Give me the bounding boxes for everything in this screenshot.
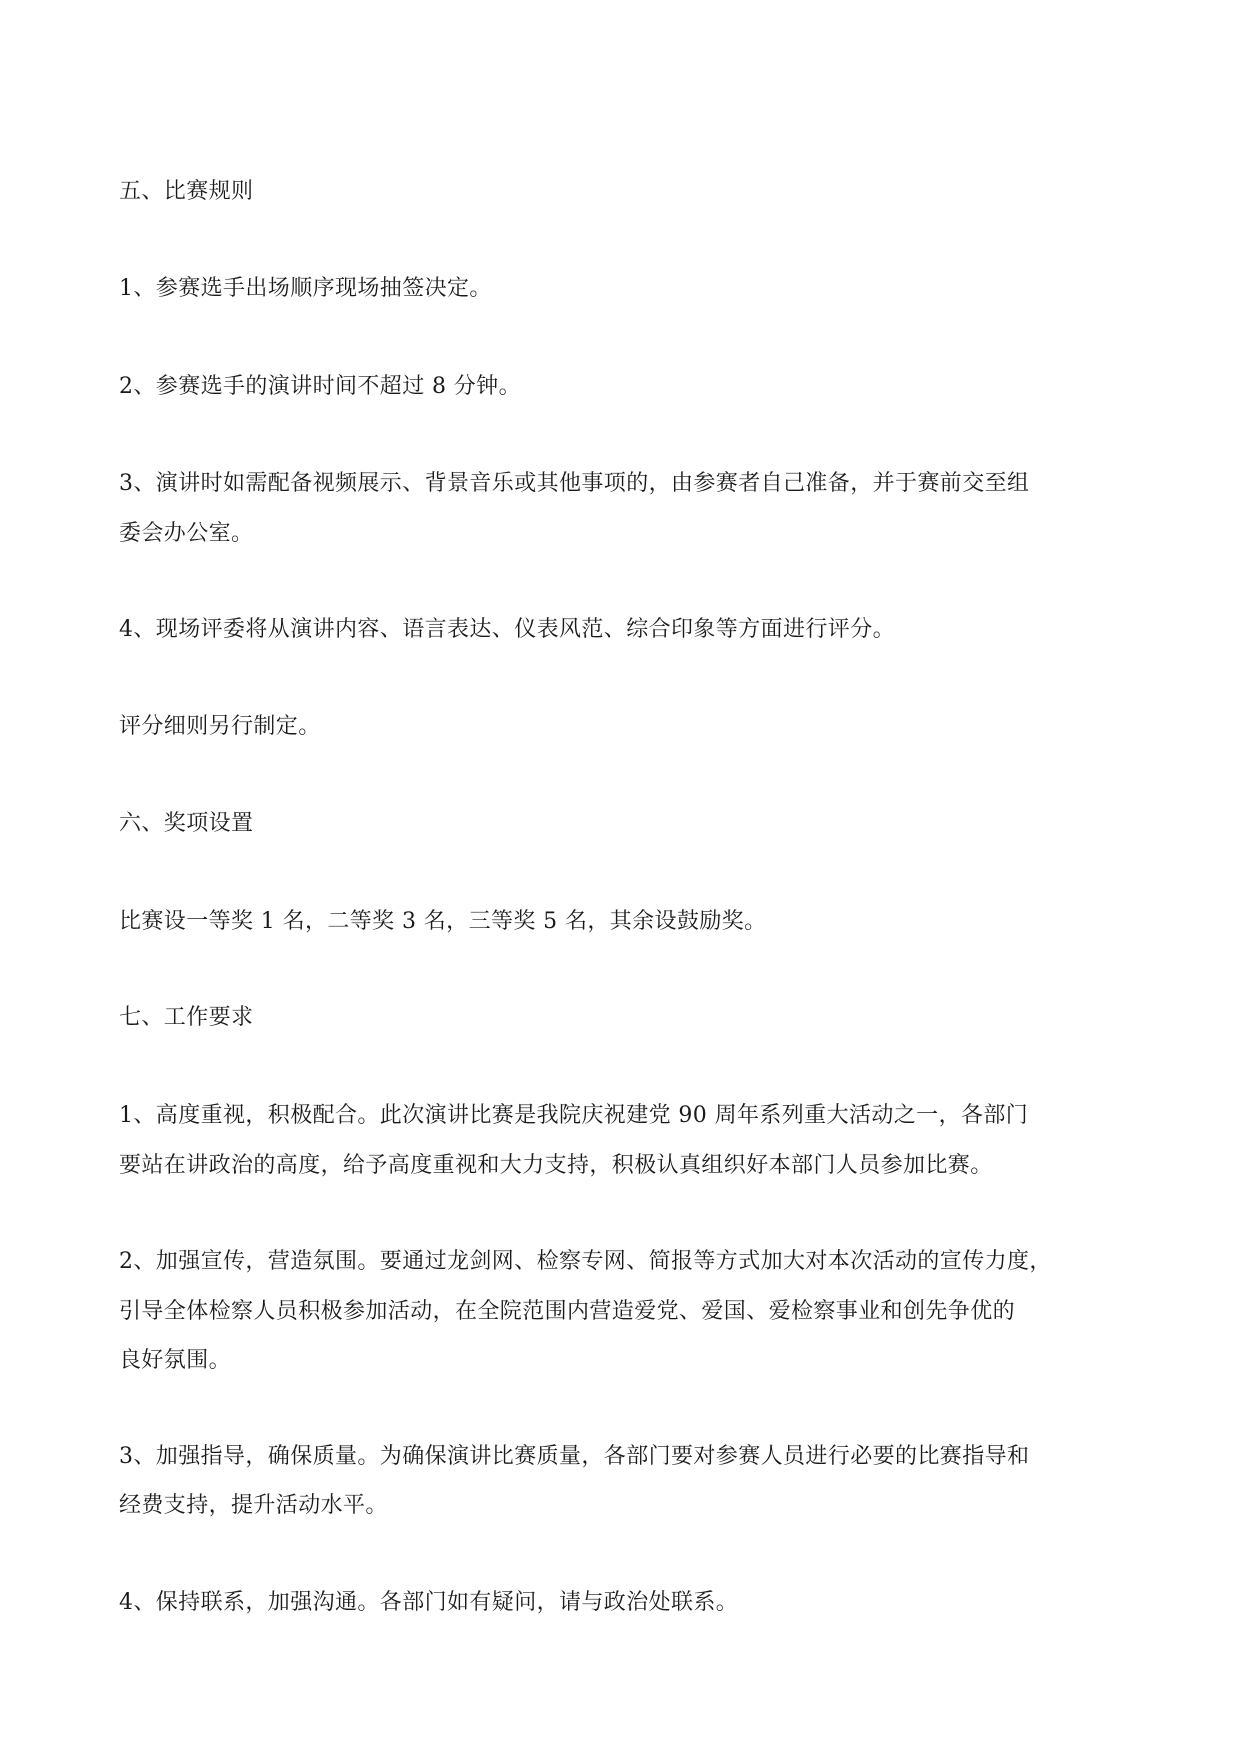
requirement-2-line-2: 引导全体检察人员积极参加活动，在全院范围内营造爱党、爱国、爱检察事业和创先争优的 bbox=[119, 1299, 1016, 1324]
awards-paragraph: 比赛设一等奖 1 名，二等奖 3 名，三等奖 5 名，其余设鼓励奖。 bbox=[119, 909, 767, 934]
rule-item-4-note: 评分细则另行制定。 bbox=[119, 714, 321, 739]
requirement-2-line-1: 2、加强宣传，营造氛围。要通过龙剑网、检察专网、简报等方式加大对本次活动的宣传力度， bbox=[119, 1249, 1052, 1274]
requirement-3-line-1: 3、加强指导，确保质量。为确保演讲比赛质量，各部门要对参赛人员进行必要的比赛指导和 bbox=[119, 1444, 1030, 1469]
requirement-1-line-2: 要站在讲政治的高度，给予高度重视和大力支持，积极认真组织好本部门人员参加比赛。 bbox=[119, 1153, 993, 1178]
rule-item-2: 2、参赛选手的演讲时间不超过 8 分钟。 bbox=[119, 374, 521, 399]
requirement-1-line-1: 1、高度重视，积极配合。此次演讲比赛是我院庆祝建党 90 周年系列重大活动之一，各部门 bbox=[119, 1103, 1029, 1128]
requirement-2-line-3: 良好氛围。 bbox=[119, 1348, 232, 1373]
requirement-4: 4、保持联系，加强沟通。各部门如有疑问，请与政治处联系。 bbox=[119, 1590, 739, 1615]
section-heading-rules: 五、比赛规则 bbox=[119, 179, 254, 204]
rule-item-4: 4、现场评委将从演讲内容、语言表达、仪表风范、综合印象等方面进行评分。 bbox=[119, 617, 895, 642]
rule-item-1: 1、参赛选手出场顺序现场抽签决定。 bbox=[119, 276, 492, 301]
rule-item-3-line-1: 3、演讲时如需配备视频展示、背景音乐或其他事项的，由参赛者自己准备，并于赛前交至组 bbox=[119, 471, 1030, 496]
rule-item-3-line-2: 委会办公室。 bbox=[119, 521, 254, 546]
section-heading-awards: 六、奖项设置 bbox=[119, 811, 254, 836]
requirement-3-line-2: 经费支持，提升活动水平。 bbox=[119, 1493, 388, 1518]
section-heading-requirements: 七、工作要求 bbox=[119, 1005, 254, 1030]
